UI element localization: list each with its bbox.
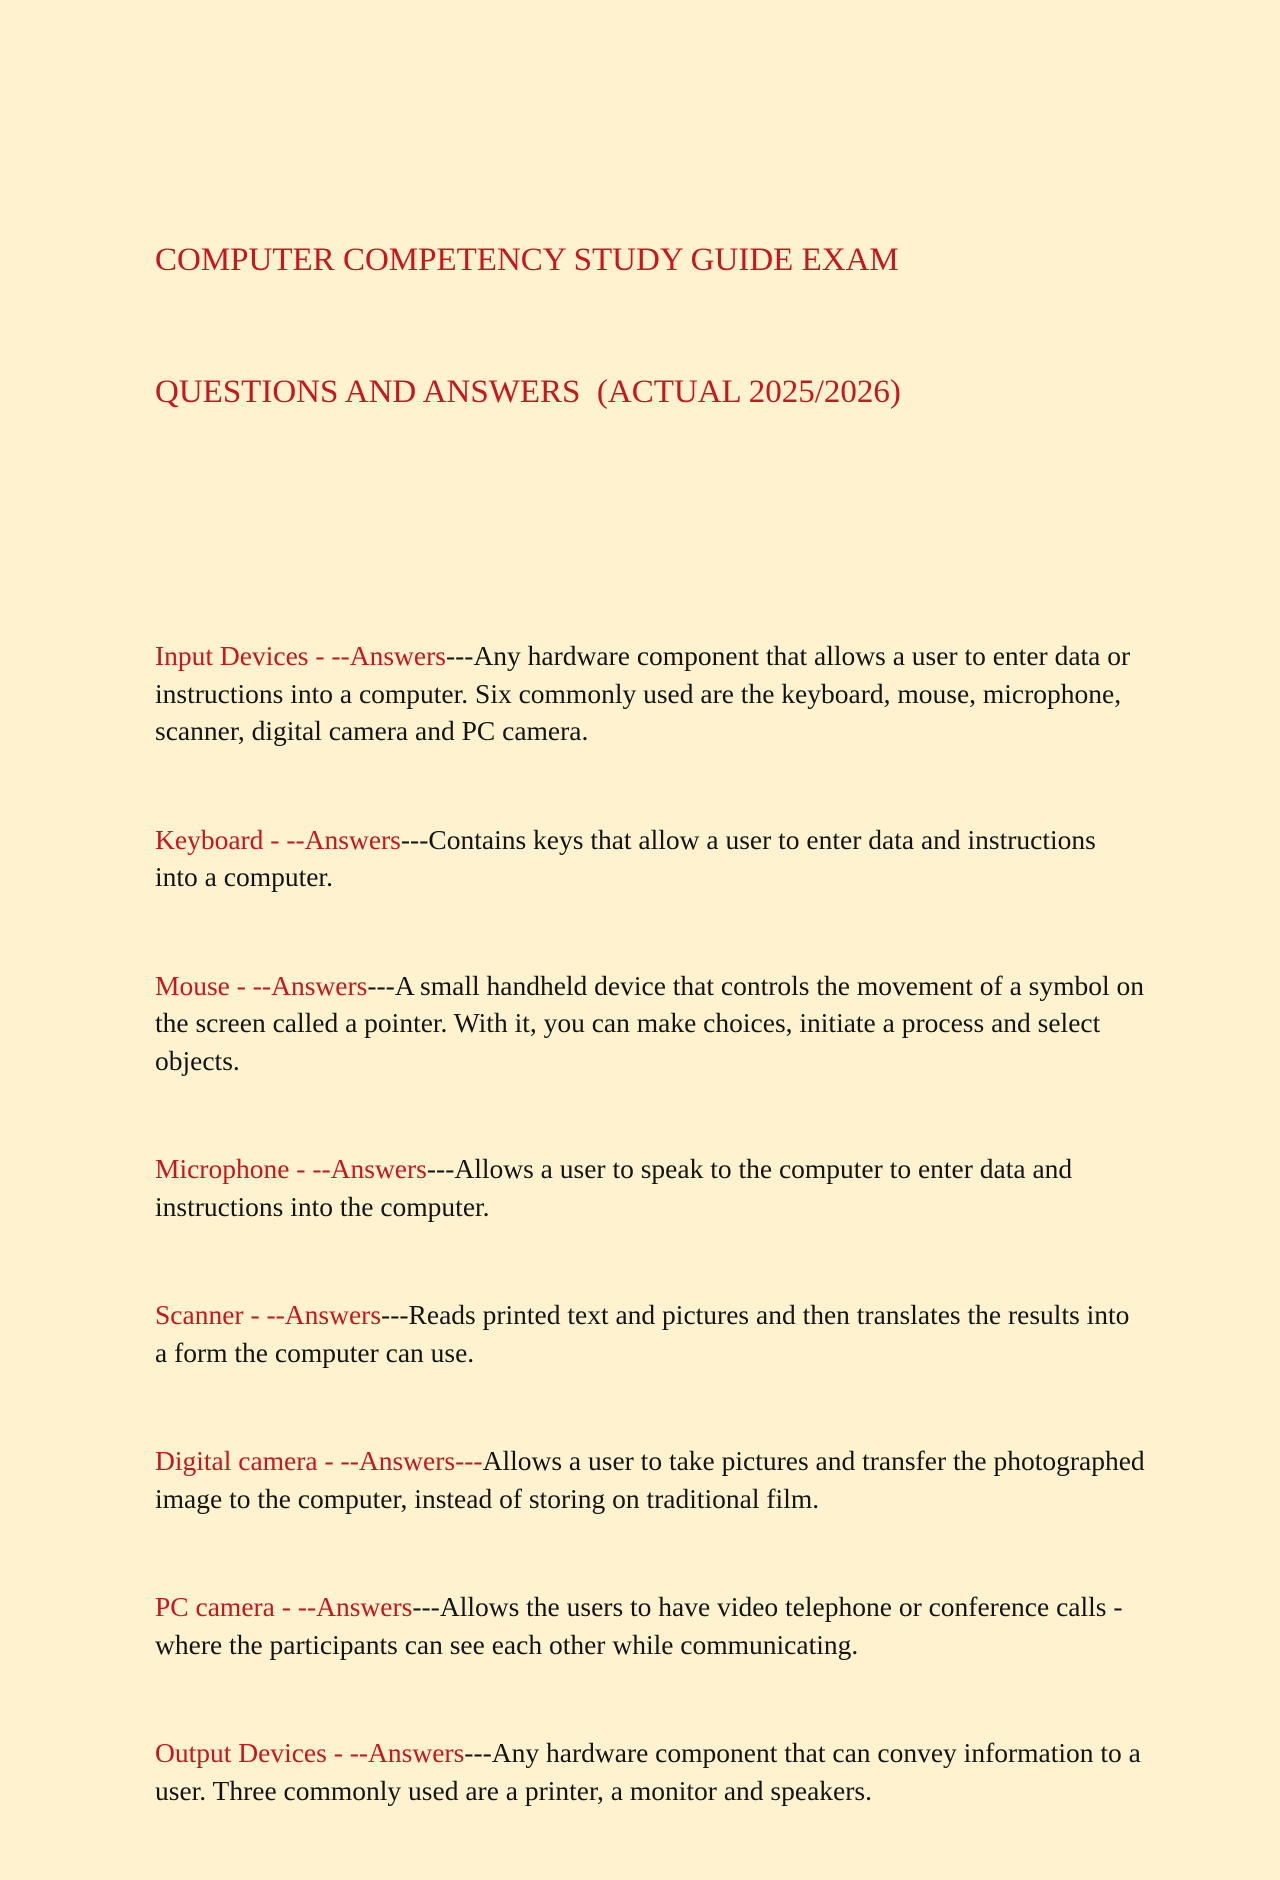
qa-term: Input Devices - --Answers <box>155 640 446 671</box>
qa-entry-keyboard <box>155 821 1145 896</box>
qa-separator: --- <box>381 1299 409 1330</box>
qa-definition: Any hardware component that allows a user to enter data or instructions into a computer. Six commonly used are the keyboard, mouse, microphone, scanner, digital camera and PC camera. <box>155 640 1131 746</box>
qa-entry-scanner <box>155 1296 1145 1371</box>
qa-entry-list <box>155 637 1145 1809</box>
qa-separator: --- <box>367 969 395 1001</box>
document-title-line-2: QUESTIONS AND ANSWERS (ACTUAL 2025/2026) <box>155 374 901 410</box>
qa-term: Keyboard - --Answers <box>155 823 401 855</box>
qa-definition: Allows a user to speak to the computer to enter data and instructions into the computer. <box>155 1153 1073 1222</box>
qa-entry-output-devices <box>155 1734 1145 1809</box>
qa-entry-digital-camera <box>155 1442 1145 1517</box>
qa-definition: Reads printed text and pictures and then translates the results into a form the computer can use. <box>155 1299 1130 1368</box>
qa-entry-pc-camera <box>155 1588 1145 1663</box>
document-page <box>155 150 1145 1880</box>
qa-definition: Allows the users to have video telephone or conference calls - where the participants can see each other while communicating. <box>155 1591 1123 1660</box>
document-title <box>155 150 1145 502</box>
qa-separator: --- <box>400 823 429 855</box>
qa-definition: Allows a user to take pictures and transfer the photographed image to the computer, instead of storing on traditional film. <box>155 1445 1145 1514</box>
qa-term: Output Devices - --Answers <box>155 1737 465 1768</box>
qa-separator: --- <box>455 1445 483 1476</box>
document-title-line-1: COMPUTER COMPETENCY STUDY GUIDE EXAM <box>155 242 899 278</box>
qa-definition: Any hardware component that can convey information to a user. Three commonly used are a printer, a monitor and speakers. <box>155 1737 1141 1806</box>
qa-term: PC camera - --Answers <box>155 1591 413 1622</box>
qa-term: Mouse - --Answers <box>155 969 368 1001</box>
qa-separator: --- <box>464 1737 492 1768</box>
qa-term: Microphone - --Answers <box>155 1153 427 1184</box>
qa-entry-microphone <box>155 1150 1145 1225</box>
qa-separator: --- <box>426 1153 455 1184</box>
qa-definition: Contains keys that allow a user to enter data and instructions into a computer. <box>155 823 1096 892</box>
qa-term: Digital camera - --Answers <box>155 1445 456 1476</box>
qa-definition: A small handheld device that controls the movement of a symbol on the screen called a pointer. With it, you can make choices, initiate a process and select objects. <box>155 969 1145 1076</box>
qa-separator: --- <box>445 640 474 671</box>
qa-entry-input-devices <box>155 637 1145 750</box>
qa-term: Scanner - --Answers <box>155 1299 382 1330</box>
qa-entry-mouse <box>155 967 1145 1080</box>
qa-separator: --- <box>412 1591 440 1622</box>
